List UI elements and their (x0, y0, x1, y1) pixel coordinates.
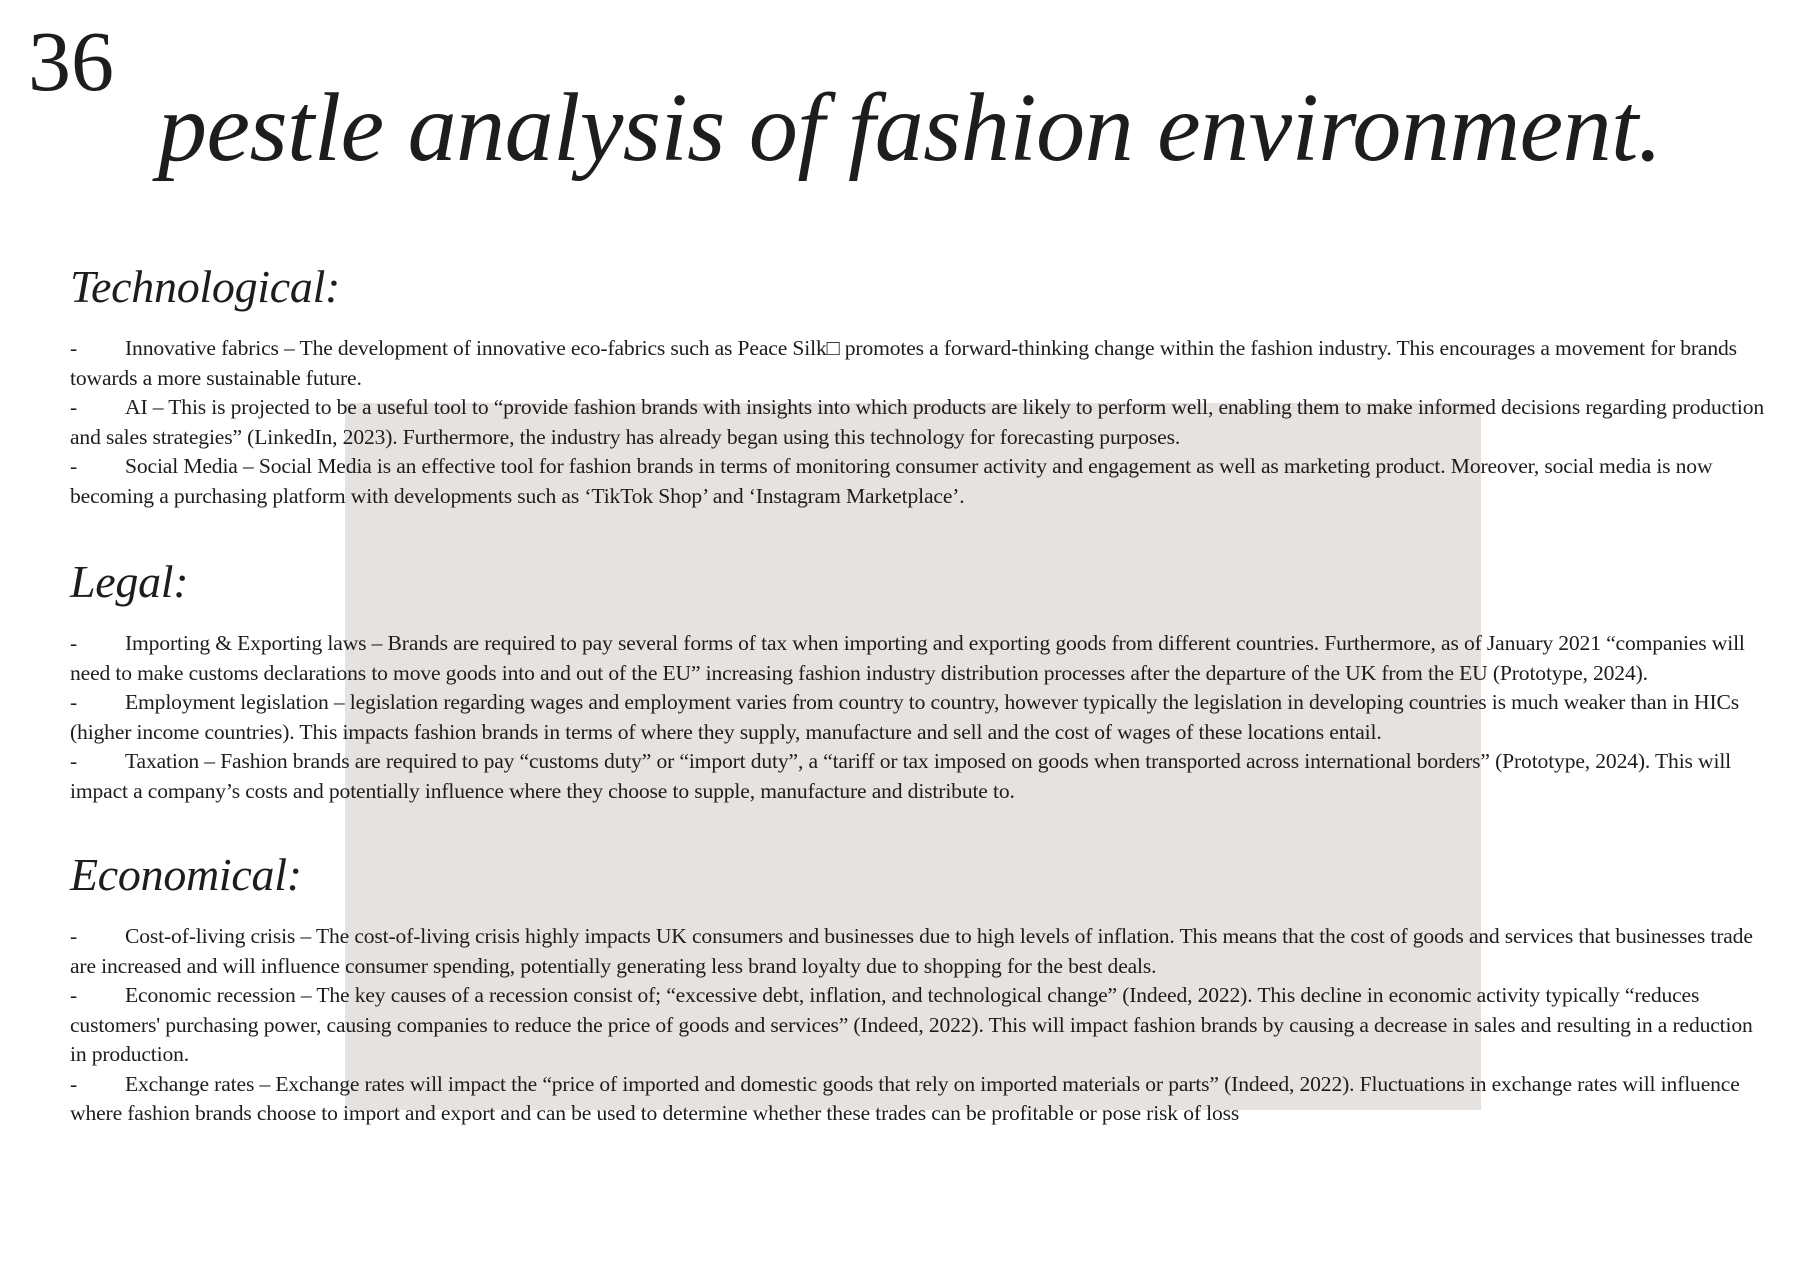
bullet-dash: - (70, 336, 78, 360)
item-term: Cost-of-living crisis (125, 924, 296, 948)
item-text: – legislation regarding wages and employment varies from country to country, however typically the legislation in developing countries is much weaker than in HICs (higher income countries). This impacts fashion brands in terms of where they supply, manufacture and sell and the cost of wages of these locations entail. (70, 690, 1739, 744)
item-term: Innovative fabrics (125, 336, 279, 360)
list-item (70, 688, 1772, 747)
item-list (70, 629, 1772, 806)
list-item (70, 452, 1772, 511)
item-term: AI (125, 395, 148, 419)
item-term: Exchange rates (125, 1071, 255, 1096)
section-legal (70, 555, 1772, 806)
item-text: – Brands are required to pay several forms of tax when importing and exporting goods from different countries. Furthermore, as of January 2021 “companies will need to make customs declarations to move goods into and out of the EU” increasing fashion industry distribution processes after the departure of the UK from the EU (Prototype, 2024). (70, 631, 1745, 685)
section-technological (70, 260, 1772, 511)
list-item (70, 922, 1772, 981)
list-item (70, 1070, 1772, 1129)
list-item (70, 981, 1772, 1070)
bullet-dash: - (70, 1071, 78, 1096)
section-heading: Economical: (70, 849, 302, 900)
item-text: – This is projected to be a useful tool to “provide fashion brands with insights into which products are likely to perform well, enabling them to make informed decisions regarding production and sales strategies” (LinkedIn, 2023). Furthermore, the industry has already began using this technology for forecasting purposes. (70, 395, 1765, 449)
page-title: pestle analysis of fashion environment. (158, 74, 1662, 182)
list-item (70, 747, 1772, 806)
item-list (70, 334, 1772, 511)
bullet-dash: - (70, 924, 78, 948)
item-text: – The key causes of a recession consist of; “excessive debt, inflation, and technological change” (Indeed, 2022). This decline in economic activity typically “reduces customers' purchasing power, causing companies to reduce the price of goods and services” (Indeed, 2022). This will impact fashion brands by causing a decrease in sales and resulting in a reduction in production. (70, 983, 1753, 1066)
section-economical (70, 848, 1772, 1129)
bullet-dash: - (70, 395, 78, 419)
list-item (70, 334, 1772, 393)
bullet-dash: - (70, 454, 78, 478)
bullet-dash: - (70, 690, 78, 714)
item-list (70, 922, 1772, 1129)
bullet-dash: - (70, 983, 78, 1007)
item-text: – The cost-of-living crisis highly impacts UK consumers and businesses due to high levels of inflation. This means that the cost of goods and services that businesses trade are increased and will influence consumer spending, potentially generating less brand loyalty due to shopping for the best deals. (70, 924, 1753, 978)
item-term: Employment legislation (125, 690, 329, 714)
page-number: 36 (28, 13, 114, 109)
item-term: Taxation (125, 749, 200, 773)
item-text: – The development of innovative eco-fabrics such as Peace Silk□ promotes a forward-thinking change within the fashion industry. This encourages a movement for brands towards a more sustainable future. (70, 336, 1737, 390)
list-item (70, 629, 1772, 688)
bullet-dash: - (70, 631, 78, 655)
item-text: – Exchange rates will impact the “price of imported and domestic goods that rely on imported materials or parts” (Indeed, 2022). Fluctuations in exchange rates will influence where fashion brands choose to import and export and can be used to determine whether these trades can be profitable or pose risk of loss (70, 1071, 1740, 1125)
document-body (70, 260, 1772, 1129)
list-item (70, 393, 1772, 452)
item-text: – Social Media is an effective tool for fashion brands in terms of monitoring consumer activity and engagement as well as marketing product. Moreover, social media is now becoming a purchasing platform with developments such as ‘TikTok Shop’ and ‘Instagram Marketplace’. (70, 454, 1713, 508)
item-term: Social Media (125, 454, 238, 478)
item-term: Importing & Exporting laws (125, 631, 367, 655)
section-heading: Legal: (70, 556, 189, 607)
item-term: Economic recession (125, 983, 296, 1007)
item-text: – Fashion brands are required to pay “customs duty” or “import duty”, a “tariff or tax imposed on goods when transported across international borders” (Prototype, 2024). This will impact a company’s costs and potentially influence where they choose to supple, manufacture and distribute to. (70, 749, 1732, 803)
section-heading: Technological: (70, 261, 341, 312)
bullet-dash: - (70, 749, 78, 773)
